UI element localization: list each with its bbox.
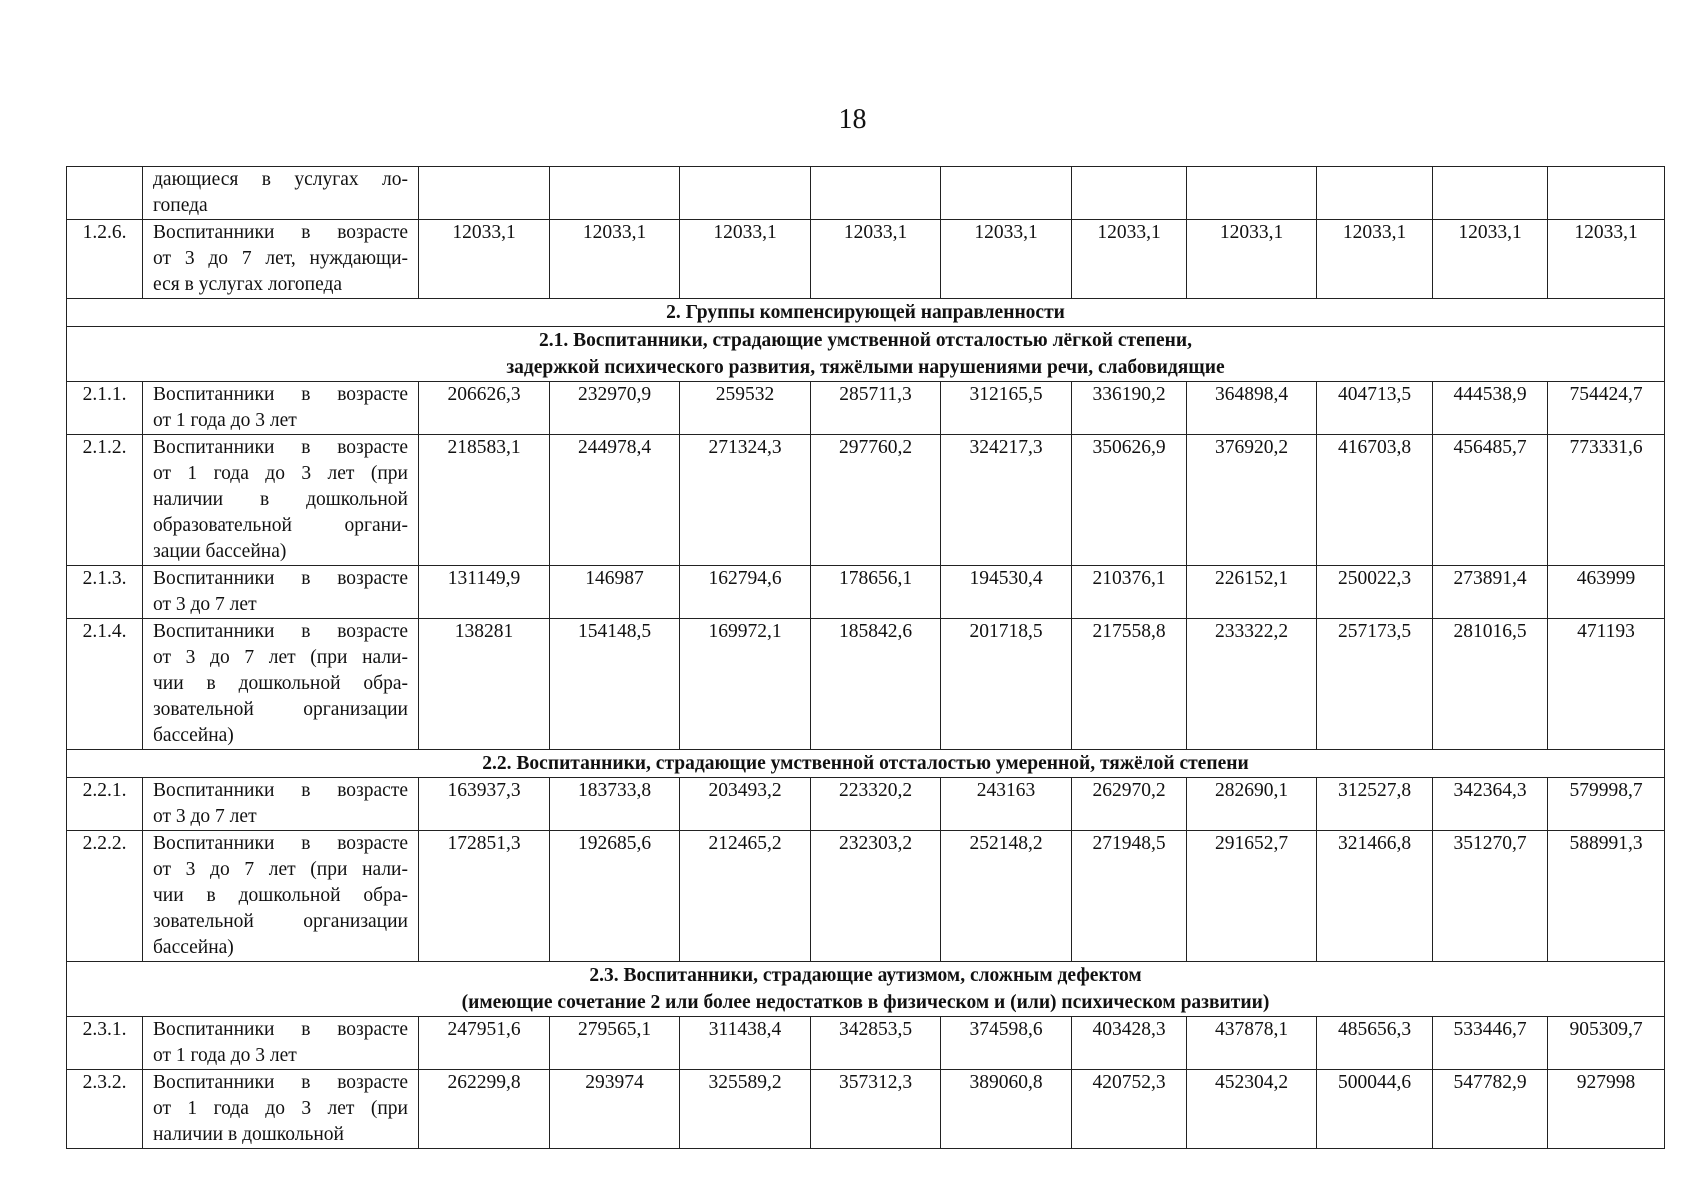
label-line: от 1 года до 3 лет (при [153, 463, 408, 484]
value-cell: 210376,1 [1072, 566, 1187, 619]
value-cell: 271948,5 [1072, 831, 1187, 962]
value-cell: 162794,6 [680, 566, 811, 619]
value-cell: 927998 [1548, 1070, 1665, 1149]
value-cell: 754424,7 [1548, 382, 1665, 435]
value-cell: 217558,8 [1072, 619, 1187, 750]
label-line: дающиеся в услугах ло- [153, 169, 408, 190]
value-cell: 172851,3 [419, 831, 550, 962]
value-cell: 579998,7 [1548, 778, 1665, 831]
row-code-cell: 2.1.3. [67, 566, 143, 619]
value-cell: 12033,1 [1433, 220, 1548, 299]
label-line: Воспитанники в возрасте [153, 568, 408, 589]
value-cell: 471193 [1548, 619, 1665, 750]
value-cell: 12033,1 [1072, 220, 1187, 299]
value-cell: 342364,3 [1433, 778, 1548, 831]
row-label-cell [143, 831, 419, 962]
value-cell [1187, 167, 1317, 220]
value-cell [680, 167, 811, 220]
label-line: от 1 года до 3 лет [153, 410, 297, 431]
section-heading [67, 327, 1665, 382]
value-cell: 154148,5 [550, 619, 680, 750]
value-cell: 312165,5 [941, 382, 1072, 435]
label-line: бассейна) [153, 937, 234, 958]
table-row [67, 1070, 1665, 1149]
section-row [67, 327, 1665, 382]
value-cell: 773331,6 [1548, 435, 1665, 566]
value-cell: 403428,3 [1072, 1017, 1187, 1070]
value-cell: 183733,8 [550, 778, 680, 831]
value-cell [811, 167, 941, 220]
value-cell: 350626,9 [1072, 435, 1187, 566]
value-cell: 252148,2 [941, 831, 1072, 962]
value-cell: 262970,2 [1072, 778, 1187, 831]
value-cell: 456485,7 [1433, 435, 1548, 566]
value-cell: 271324,3 [680, 435, 811, 566]
label-line: зовательной организации [153, 911, 408, 932]
value-cell: 12033,1 [1187, 220, 1317, 299]
value-cell: 12033,1 [419, 220, 550, 299]
value-cell [941, 167, 1072, 220]
value-cell: 178656,1 [811, 566, 941, 619]
value-cell: 226152,1 [1187, 566, 1317, 619]
value-cell: 206626,3 [419, 382, 550, 435]
value-cell: 203493,2 [680, 778, 811, 831]
label-line: Воспитанники в возрасте [153, 1019, 408, 1040]
value-cell: 357312,3 [811, 1070, 941, 1149]
value-cell: 223320,2 [811, 778, 941, 831]
row-label-cell [143, 435, 419, 566]
label-line: еся в услугах логопеда [153, 274, 343, 295]
value-cell: 185842,6 [811, 619, 941, 750]
value-cell: 297760,2 [811, 435, 941, 566]
value-cell: 218583,1 [419, 435, 550, 566]
value-cell: 444538,9 [1433, 382, 1548, 435]
label-line: Воспитанники в возрасте [153, 833, 408, 854]
value-cell: 321466,8 [1317, 831, 1433, 962]
value-cell: 146987 [550, 566, 680, 619]
section-heading [67, 962, 1665, 1017]
value-cell: 247951,6 [419, 1017, 550, 1070]
label-line: чии в дошкольной обра- [153, 885, 408, 906]
row-label-cell [143, 220, 419, 299]
row-code-cell: 2.3.2. [67, 1070, 143, 1149]
label-line: наличии в дошкольной [153, 489, 408, 510]
label-line: от 1 года до 3 лет (при [153, 1098, 408, 1119]
value-cell: 12033,1 [811, 220, 941, 299]
row-code-cell: 2.1.4. [67, 619, 143, 750]
cost-table [66, 166, 1665, 1149]
value-cell: 282690,1 [1187, 778, 1317, 831]
value-cell: 244978,4 [550, 435, 680, 566]
value-cell [550, 167, 680, 220]
table-row [67, 778, 1665, 831]
label-line: зовательной организации [153, 699, 408, 720]
row-code-cell: 2.2.2. [67, 831, 143, 962]
value-cell: 232303,2 [811, 831, 941, 962]
value-cell: 201718,5 [941, 619, 1072, 750]
table-row [67, 1017, 1665, 1070]
row-code-cell: 2.1.2. [67, 435, 143, 566]
label-line: Воспитанники в возрасте [153, 222, 408, 243]
section-row [67, 299, 1665, 327]
value-cell: 342853,5 [811, 1017, 941, 1070]
value-cell: 257173,5 [1317, 619, 1433, 750]
value-cell: 404713,5 [1317, 382, 1433, 435]
section-heading-line: 2.3. Воспитанники, страдающие аутизмом, сложным дефектом [589, 965, 1142, 986]
row-code-cell: 2.1.1. [67, 382, 143, 435]
value-cell [1548, 167, 1665, 220]
value-cell [1317, 167, 1433, 220]
value-cell: 324217,3 [941, 435, 1072, 566]
value-cell: 452304,2 [1187, 1070, 1317, 1149]
label-line: от 3 до 7 лет [153, 594, 257, 615]
label-line: Воспитанники в возрасте [153, 437, 408, 458]
row-code-cell: 2.2.1. [67, 778, 143, 831]
label-line: Воспитанники в возрасте [153, 1072, 408, 1093]
value-cell: 420752,3 [1072, 1070, 1187, 1149]
row-label-cell [143, 1070, 419, 1149]
label-line: чии в дошкольной обра- [153, 673, 408, 694]
value-cell: 285711,3 [811, 382, 941, 435]
value-cell [1433, 167, 1548, 220]
value-cell [419, 167, 550, 220]
label-line: зации бассейна) [153, 541, 287, 562]
value-cell: 259532 [680, 382, 811, 435]
row-label-cell [143, 382, 419, 435]
value-cell: 376920,2 [1187, 435, 1317, 566]
table-row [67, 382, 1665, 435]
label-line: образовательной органи- [153, 515, 408, 536]
value-cell: 243163 [941, 778, 1072, 831]
value-cell: 279565,1 [550, 1017, 680, 1070]
value-cell: 281016,5 [1433, 619, 1548, 750]
value-cell: 351270,7 [1433, 831, 1548, 962]
value-cell: 533446,7 [1433, 1017, 1548, 1070]
value-cell [1072, 167, 1187, 220]
value-cell: 138281 [419, 619, 550, 750]
label-line: от 3 до 7 лет, нуждающи- [153, 248, 408, 269]
value-cell: 232970,9 [550, 382, 680, 435]
row-code-cell: 2.3.1. [67, 1017, 143, 1070]
value-cell: 291652,7 [1187, 831, 1317, 962]
value-cell: 547782,9 [1433, 1070, 1548, 1149]
value-cell: 262299,8 [419, 1070, 550, 1149]
value-cell: 905309,7 [1548, 1017, 1665, 1070]
value-cell: 250022,3 [1317, 566, 1433, 619]
section-heading-line: 2.1. Воспитанники, страдающие умственной отсталостью лёгкой степени, [539, 330, 1192, 351]
value-cell: 169972,1 [680, 619, 811, 750]
table-row [67, 220, 1665, 299]
value-cell: 416703,8 [1317, 435, 1433, 566]
label-line: гопеда [153, 195, 208, 216]
value-cell: 212465,2 [680, 831, 811, 962]
value-cell: 12033,1 [1548, 220, 1665, 299]
table-row [67, 167, 1665, 220]
section-row [67, 750, 1665, 778]
value-cell: 293974 [550, 1070, 680, 1149]
value-cell: 163937,3 [419, 778, 550, 831]
section-heading-line: (имеющие сочетание 2 или более недостатков в физическом и (или) психическом развитии) [461, 992, 1270, 1013]
value-cell: 325589,2 [680, 1070, 811, 1149]
value-cell: 364898,4 [1187, 382, 1317, 435]
label-line: Воспитанники в возрасте [153, 780, 408, 801]
row-label-cell [143, 566, 419, 619]
section-heading-line: задержкой психического развития, тяжёлыми нарушениями речи, слабовидящие [506, 357, 1225, 378]
label-line: от 3 до 7 лет (при нали- [153, 859, 408, 880]
section-heading: 2. Группы компенсирующей направленности [67, 299, 1665, 327]
row-label-cell [143, 778, 419, 831]
value-cell: 131149,9 [419, 566, 550, 619]
value-cell: 12033,1 [680, 220, 811, 299]
value-cell: 500044,6 [1317, 1070, 1433, 1149]
value-cell: 12033,1 [941, 220, 1072, 299]
label-line: наличии в дошкольной [153, 1124, 344, 1145]
value-cell: 12033,1 [1317, 220, 1433, 299]
section-row [67, 962, 1665, 1017]
row-label-cell [143, 619, 419, 750]
value-cell: 389060,8 [941, 1070, 1072, 1149]
label-line: от 1 года до 3 лет [153, 1045, 297, 1066]
value-cell: 485656,3 [1317, 1017, 1433, 1070]
value-cell: 192685,6 [550, 831, 680, 962]
row-code-cell: 1.2.6. [67, 220, 143, 299]
value-cell: 374598,6 [941, 1017, 1072, 1070]
value-cell: 463999 [1548, 566, 1665, 619]
table-row [67, 619, 1665, 750]
label-line: бассейна) [153, 725, 234, 746]
value-cell: 194530,4 [941, 566, 1072, 619]
value-cell: 12033,1 [550, 220, 680, 299]
label-line: от 3 до 7 лет [153, 806, 257, 827]
table-row [67, 831, 1665, 962]
value-cell: 233322,2 [1187, 619, 1317, 750]
value-cell: 588991,3 [1548, 831, 1665, 962]
value-cell: 437878,1 [1187, 1017, 1317, 1070]
table-row [67, 435, 1665, 566]
value-cell: 311438,4 [680, 1017, 811, 1070]
table-body [67, 167, 1665, 1149]
section-heading: 2.2. Воспитанники, страдающие умственной отсталостью умеренной, тяжёлой степени [67, 750, 1665, 778]
page-number: 18 [838, 104, 867, 135]
value-cell: 273891,4 [1433, 566, 1548, 619]
label-line: от 3 до 7 лет (при нали- [153, 647, 408, 668]
row-code-cell [67, 167, 143, 220]
table-row [67, 566, 1665, 619]
value-cell: 312527,8 [1317, 778, 1433, 831]
label-line: Воспитанники в возрасте [153, 384, 408, 405]
row-label-cell [143, 167, 419, 220]
value-cell: 336190,2 [1072, 382, 1187, 435]
row-label-cell [143, 1017, 419, 1070]
label-line: Воспитанники в возрасте [153, 621, 408, 642]
